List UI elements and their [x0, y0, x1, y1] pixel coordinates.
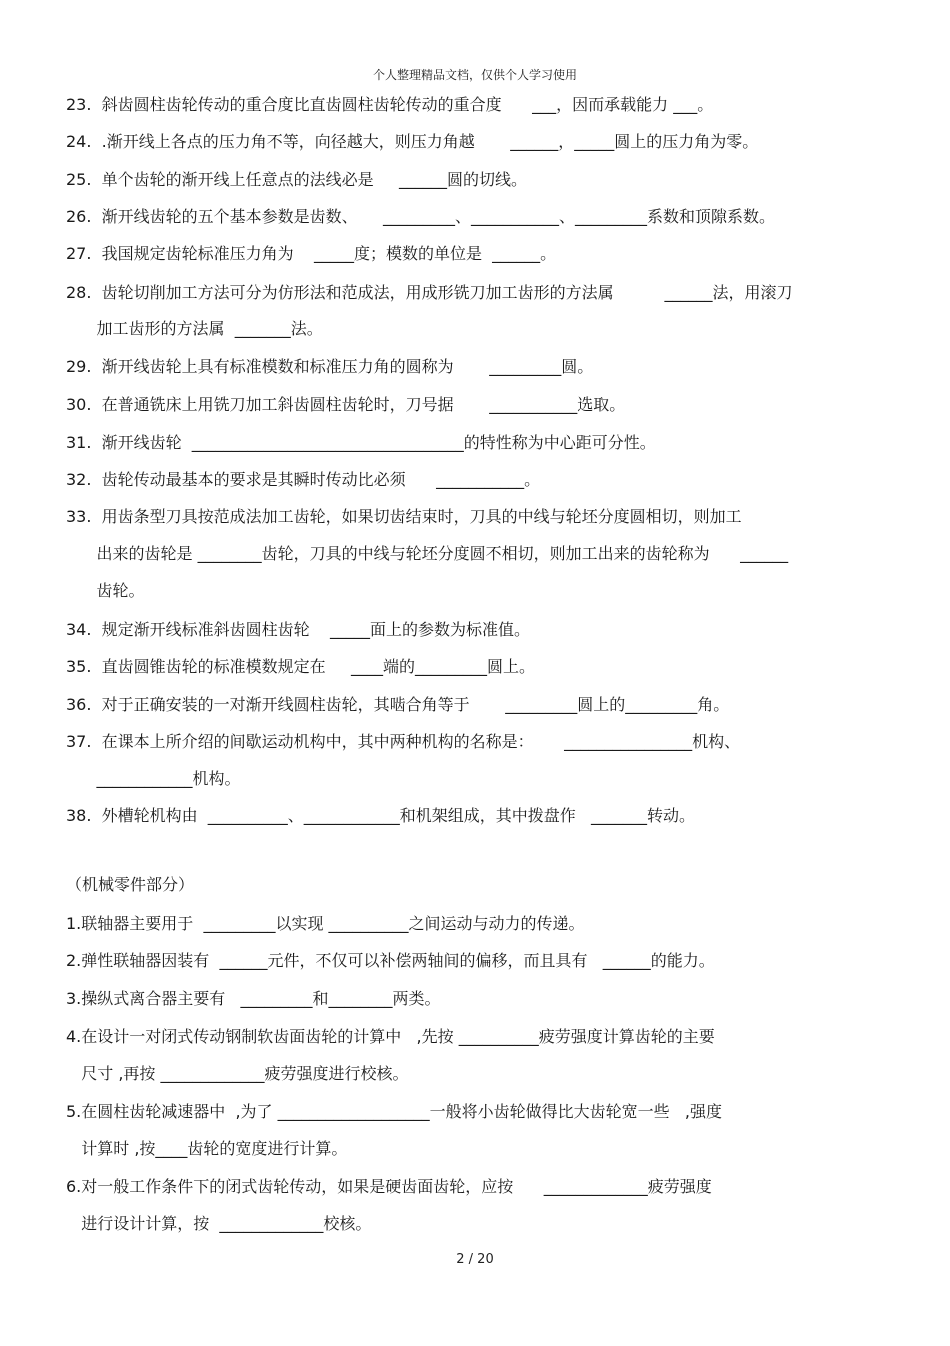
question-37-cont: ____________机构。: [66, 769, 241, 788]
parts-question-6: 6.对一般工作条件下的闭式齿轮传动，如果是硬齿面齿轮，应按 _____________疲劳强度: [66, 1177, 712, 1196]
question-28-cont: 加工齿形的方法属 _______法。: [66, 319, 323, 338]
parts-question-6-cont: 进行设计计算，按 _____________校核。: [66, 1214, 372, 1233]
question-27: 27. 我国规定齿轮标准压力角为 _____度；模数的单位是 ______。: [66, 244, 557, 263]
parts-question-1: 1.联轴器主要用于 _________以实现 __________之间运动与动力的传递。: [66, 914, 585, 933]
question-38: 38. 外槽轮机构由 __________、____________和机架组成，其中拨盘作 _______转动。: [66, 806, 696, 825]
parts-question-3: 3.操纵式离合器主要有 _________和________两类。: [66, 989, 441, 1008]
parts-question-5-cont: 计算时 ,按____齿轮的宽度进行计算。: [66, 1139, 348, 1158]
parts-question-4-cont: 尺寸 ,再按 _____________疲劳强度进行校核。: [66, 1064, 409, 1083]
question-36: 36. 对于正确安装的一对渐开线圆柱齿轮，其啮合角等于 _________圆上的_________角。: [66, 695, 730, 714]
question-23: 23. 斜齿圆柱齿轮传动的重合度比直齿圆柱齿轮传动的重合度 ___，因而承载能力 ___。: [66, 95, 714, 114]
question-33-cont-2: 齿轮。: [66, 581, 145, 600]
page-number: 2 / 20: [456, 1252, 494, 1267]
parts-question-4: 4.在设计一对闭式传动钢制软齿面齿轮的计算中 ,先按 __________疲劳强度计算齿轮的主要: [66, 1027, 715, 1046]
question-25: 25. 单个齿轮的渐开线上任意点的法线必是 ______圆的切线。: [66, 170, 528, 189]
parts-question-5: 5.在圆柱齿轮减速器中 ,为了 ___________________一般将小齿轮做得比大齿轮宽一些 ,强度: [66, 1102, 722, 1121]
question-32: 32. 齿轮传动最基本的要求是其瞬时传动比必须 ___________。: [66, 470, 541, 489]
question-33: 33. 用齿条型刀具按范成法加工齿轮，如果切齿结束时，刀具的中线与轮坯分度圆相切，则加工: [66, 507, 742, 526]
question-26: 26. 渐开线齿轮的五个基本参数是齿数、 _________、___________、_________系数和顶隙系数。: [66, 207, 776, 226]
question-31: 31. 渐开线齿轮 __________________________________的特性称为中心距可分性。: [66, 433, 656, 452]
section-heading-mechanical-parts: （机械零件部分）: [66, 875, 195, 894]
question-24: 24. .渐开线上各点的压力角不等，向径越大，则压力角越 ______，_____圆上的压力角为零。: [66, 132, 759, 151]
parts-question-2: 2.弹性联轴器因装有 ______元件，不仅可以补偿两轴间的偏移，而且具有 ______的能力。: [66, 951, 715, 970]
question-28: 28. 齿轮切削加工方法可分为仿形法和范成法，用成形铣刀加工齿形的方法属 ______法，用滚刀: [66, 283, 793, 302]
question-30: 30. 在普通铣床上用铣刀加工斜齿圆柱齿轮时，刀号据 ___________选取。: [66, 395, 626, 414]
page-header: 个人整理精品文档，仅供个人学习使用: [372, 68, 577, 82]
question-29: 29. 渐开线齿轮上具有标准模数和标准压力角的圆称为 _________圆。: [66, 357, 594, 376]
question-33-cont: 出来的齿轮是 ________齿轮，刀具的中线与轮坯分度圆不相切，则加工出来的齿轮称为 ______: [66, 544, 789, 563]
question-37: 37. 在课本上所介绍的间歇运动机构中，其中两种机构的名称是： ________________机构、: [66, 732, 741, 751]
question-34: 34. 规定渐开线标准斜齿圆柱齿轮 _____面上的参数为标准值。: [66, 620, 530, 639]
question-35: 35. 直齿圆锥齿轮的标准模数规定在 ____端的_________圆上。: [66, 657, 536, 676]
